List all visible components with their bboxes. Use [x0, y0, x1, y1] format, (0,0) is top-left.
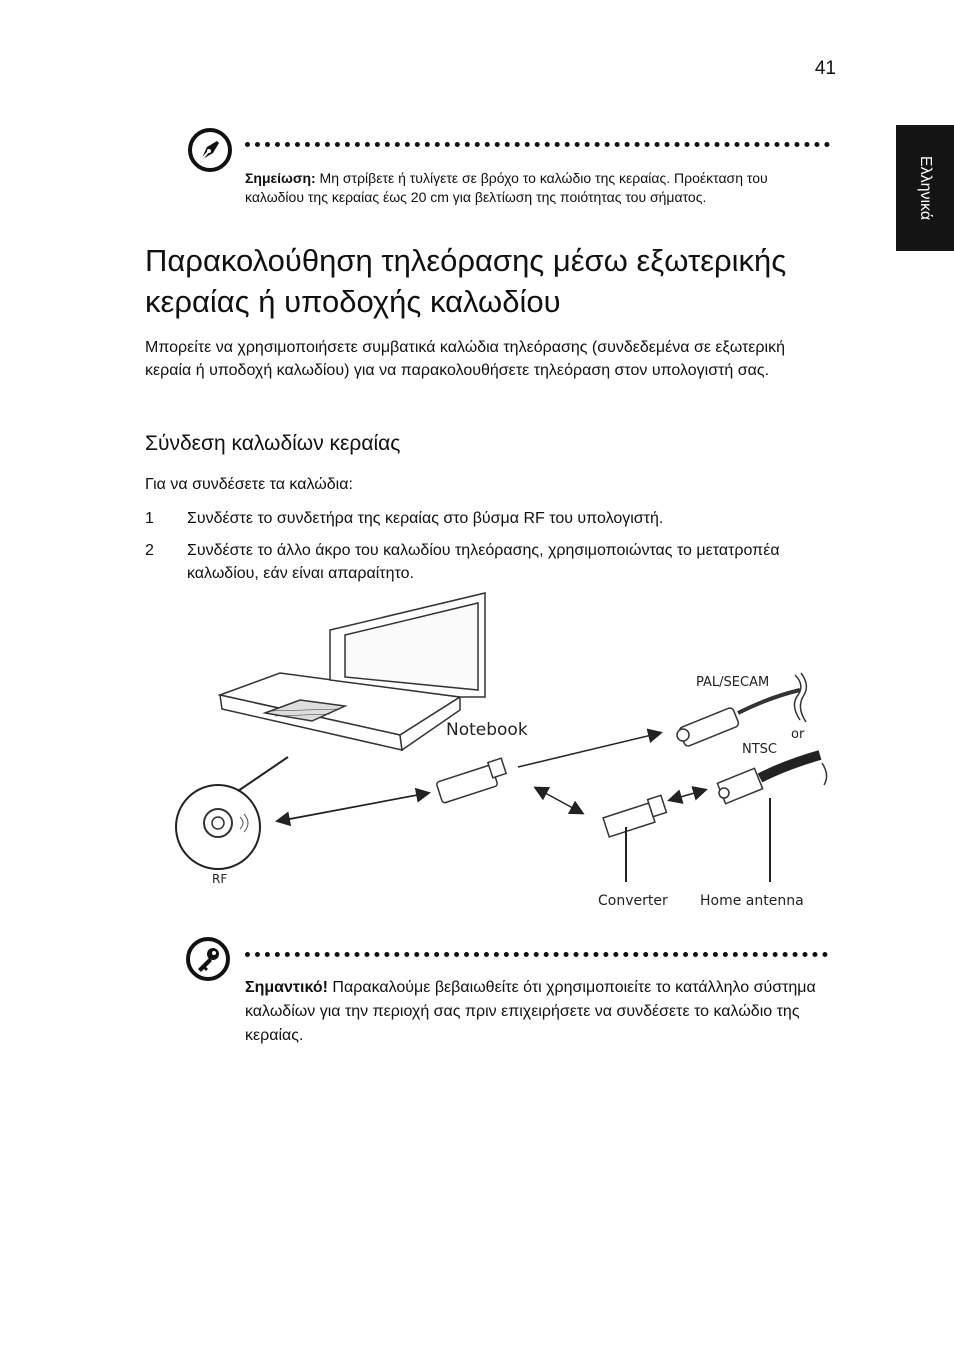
section-lead: Για να συνδέσετε τα καλώδια: [145, 476, 353, 493]
language-tab [896, 125, 954, 251]
arrow-to-pal-secam [518, 733, 660, 767]
step-text: Συνδέστε το συνδετήρα της κεραίας στο βύσμα RF του υπολογιστή. [187, 510, 664, 527]
home-antenna-label: Home antenna [700, 893, 804, 909]
pal-secam-label: PAL/SECAM [696, 675, 770, 690]
note-divider [245, 142, 830, 147]
converter-illustration [603, 795, 666, 837]
section-heading: Σύνδεση καλωδίων κεραίας [145, 432, 401, 455]
key-icon [185, 936, 231, 982]
important-divider [245, 952, 828, 957]
step-number: 1 [145, 510, 154, 527]
or-label: or [791, 727, 805, 742]
rf-label: RF [212, 872, 228, 886]
rf-port-illustration [176, 757, 288, 869]
pen-nib-icon [187, 127, 233, 173]
step-number: 2 [145, 542, 154, 559]
notebook-label: Notebook [446, 720, 528, 740]
important-label: Σημαντικό! [245, 979, 328, 996]
ntsc-plug-illustration [717, 755, 820, 804]
pal-secam-plug-illustration [677, 690, 800, 747]
note-label: Σημείωση: [245, 170, 316, 186]
important-body: Παρακαλούμε βεβαιωθείτε ότι χρησιμοποιείτε το κατάλληλο σύστημα καλωδίων για την περιοχή σας πριν επιχειρήσετε να συνδέσετε το καλώδιο της κεραίας. [245, 979, 816, 1044]
page-number: 41 [814, 58, 836, 79]
language-tab-label: Ελληνικά [917, 155, 934, 221]
important-text [245, 976, 825, 1048]
antenna-plug-illustration [436, 758, 506, 803]
page-title: Παρακολούθηση τηλεόρασης μέσω εξωτερικής κεραίας ή υποδοχής καλωδίου [145, 243, 787, 319]
arrow-plug-converter [536, 788, 582, 813]
note-text [245, 169, 825, 207]
arrow-to-rf [278, 793, 428, 821]
connection-diagram [160, 585, 830, 920]
note-body: Μη στρίβετε ή τυλίγετε σε βρόχο το καλώδιο της κεραίας. Προέκταση του καλωδίου της κεραίας έως 20 cm για βελτίωση της ποιότητας του σήματος. [245, 170, 768, 205]
ntsc-label: NTSC [742, 742, 777, 757]
arrow-converter-ntsc [670, 790, 705, 800]
converter-label: Converter [598, 893, 668, 909]
step-text: Συνδέστε το άλλο άκρο του καλωδίου τηλεόρασης, χρησιμοποιώντας το μετατροπέα καλωδίου, εάν είναι απαραίτητο. [187, 542, 780, 582]
intro-paragraph: Μπορείτε να χρησιμοποιήσετε συμβατικά καλώδια τηλεόρασης (συνδεδεμένα σε εξωτερική κεραία ή υποδοχή καλωδίου) για να παρακολουθήσετε τηλεόραση στον υπολογιστή σας. [145, 339, 785, 379]
